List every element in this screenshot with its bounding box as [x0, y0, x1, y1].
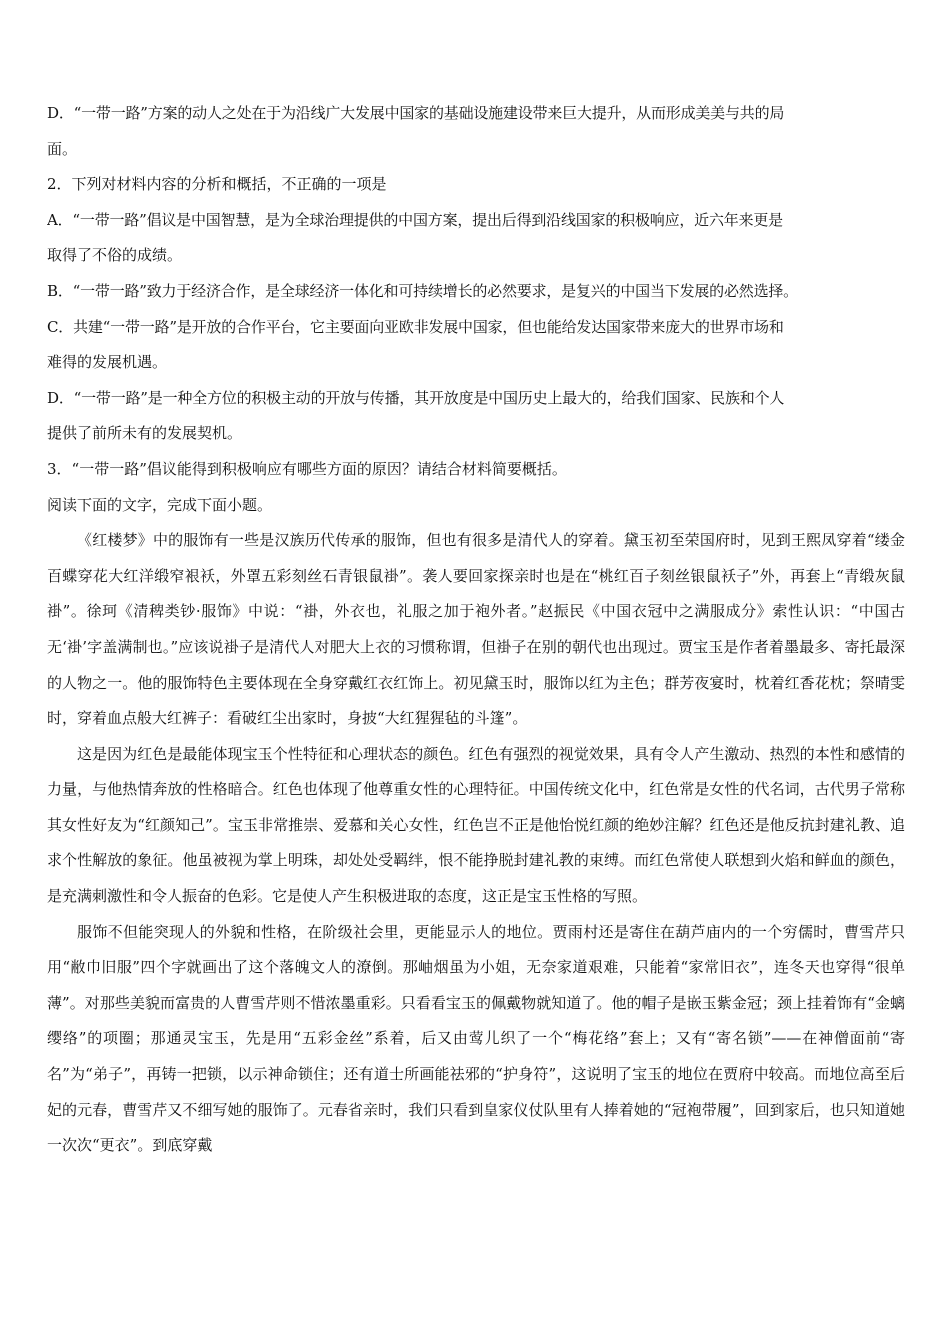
option-d-line-1: D．“一带一路”方案的动人之处在于为沿线广大发展中国家的基础设施建设带来巨大提升，从而形成美美与共的局	[47, 104, 785, 122]
question-2-stem: 2．下列对材料内容的分析和概括，不正确的一项是	[47, 175, 387, 194]
option-c-line-1: C．共建“一带一路”是开放的合作平台，它主要面向亚欧非发展中国家，但也能给发达国家带来庞大的世界市场和	[47, 317, 784, 336]
passage-paragraph-1: 《红楼梦》中的服饰有一些是汉族历代传承的服饰，但也有很多是清代人的穿着。黛玉初至荣国府时，见到王熙凤穿着“缕金百蝶穿花大红洋缎窄裉袄，外罩五彩刻丝石青银鼠褂”。袭人要回家探亲时也是在“桃红百子刻丝银鼠袄子”外，再套上“青缎灰鼠褂”。徐珂《清稗类钞·服饰》中说：“褂，外衣也，礼服之加于袍外者。”赵振民《中国衣冠中之满服成分》索性认识：“中国古无‘褂’字盖满制也。”应该说褂子是清代人对肥大上衣的习惯称谓，但褂子在别的朝代也出现过。贾宝玉是作者着墨最多、寄托最深的人物之一。他的服饰特色主要体现在全身穿戴红衣红饰上。初见黛玉时，服饰以红为主色；群芳夜宴时，枕着红香花枕；祭晴雯时，穿着血点般大红裤子：看破红尘出家时，身披“大红猩猩毡的斗篷”。	[47, 531, 905, 728]
option-a-line-2: 取得了不俗的成绩。	[47, 246, 183, 265]
option-d2-line-2: 提供了前所未有的发展契机。	[47, 424, 243, 443]
option-d2-line-1: D．“一带一路”是一种全方位的积极主动的开放与传播，其开放度是中国历史上最大的，给我们国家、民族和个人	[47, 388, 785, 407]
passage-paragraph-2: 这是因为红色是最能体现宝玉个性特征和心理状态的颜色。红色有强烈的视觉效果，具有令人产生激动、热烈的本性和感情的力量，与他热情奔放的性格暗合。红色也体现了他尊重女性的心理特征。中国传统文化中，红色常是女性的代名词，古代男子常称其女性好友为“红颜知己”。宝玉非常推崇、爱慕和关心女性，红色岂不正是他怡悦红颜的绝妙注解？红色还是他反抗封建礼教、追求个性解放的象征。他虽被视为掌上明珠，却处处受羁绊，恨不能挣脱封建礼教的束缚。而红色常使人联想到火焰和鲜血的颜色，是充满刺激性和令人振奋的色彩。它是使人产生积极进取的态度，这正是宝玉性格的写照。	[47, 744, 905, 906]
option-b-line-1: B．“一带一路”致力于经济合作，是全球经济一体化和可持续增长的必然要求，是复兴的中国当下发展的必然选择。	[47, 281, 798, 300]
passage-paragraph-3: 服饰不但能突现人的外貌和性格，在阶级社会里，更能显示人的地位。贾雨村还是寄住在葫芦庙内的一个穷儒时，曹雪芹只用“敝巾旧服”四个字就画出了这个落魄文人的潦倒。那岫烟虽为小姐，无奈家道艰难，只能着“家常旧衣”，连冬天也穿得“很单薄”。对那些美貌而富贵的人曹雪芹则不惜浓墨重彩。只看看宝玉的佩戴物就知道了。他的帽子是嵌玉紫金冠；颈上挂着饰有“金螭缨络”的项圈；那通灵宝玉，先是用“五彩金丝”系着，后又由莺儿织了一个“梅花络”套上；又有“寄名锁”——在神僧面前“寄名”为“弟子”，再铸一把锁，以示神命锁住；还有道士所画能祛邪的“护身符”，这说明了宝玉的地位在贾府中较高。而地位高至后妃的元春，曹雪芹又不细写她的服饰了。元春省亲时，我们只看到皇家仪仗队里有人捧着她的“冠袍带履”，回到家后，也只知道她一次次“更衣”。到底穿戴	[47, 922, 905, 1155]
question-3-stem: 3．“一带一路”倡议能得到积极响应有哪些方面的原因？请结合材料简要概括。	[47, 459, 567, 478]
question-section	[47, 96, 905, 523]
option-c-line-2: 难得的发展机遇。	[47, 353, 168, 372]
option-a-line-1: A．“一带一路”倡议是中国智慧，是为全球治理提供的中国方案，提出后得到沿线国家的积极响应，近六年来更是	[47, 210, 783, 229]
reading-instruction: 阅读下面的文字，完成下面小题。	[47, 495, 273, 514]
document-page	[47, 96, 905, 1164]
reading-passage	[47, 523, 905, 1164]
option-d-line-2: 面。	[47, 139, 78, 158]
